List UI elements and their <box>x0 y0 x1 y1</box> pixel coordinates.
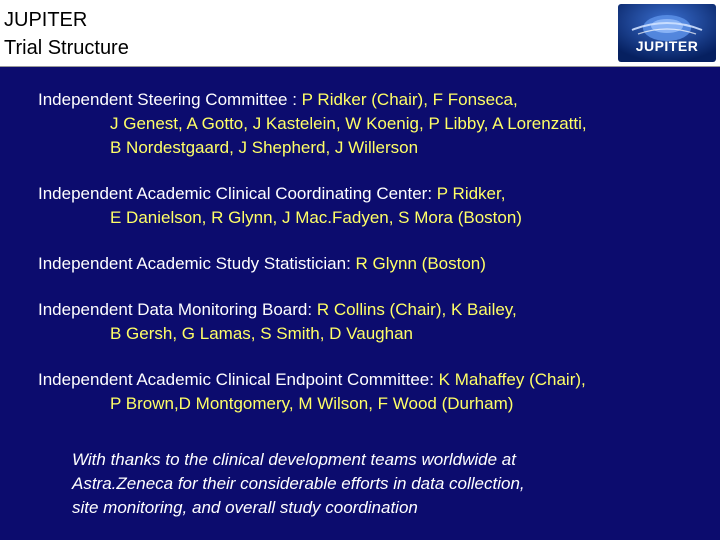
entry-line <box>38 298 714 322</box>
acknowledgement-line: site monitoring, and overall study coordination <box>72 498 418 517</box>
entry-names: P Ridker (Chair), F Fonseca, <box>301 90 518 109</box>
entry-line <box>38 252 714 276</box>
entry-label: Independent Academic Study Statistician: <box>38 254 356 273</box>
entry-names-continued: B Gersh, G Lamas, S Smith, D Vaughan <box>110 324 413 343</box>
title-line-2: Trial Structure <box>4 37 129 59</box>
entry-names: R Glynn (Boston) <box>355 254 486 273</box>
acknowledgement <box>72 448 672 520</box>
title-line-1: JUPITER <box>4 9 88 31</box>
slide-header <box>0 0 720 67</box>
entry-label: Independent Academic Clinical Endpoint Committee: <box>38 370 439 389</box>
entry-label: Independent Academic Clinical Coordinating Center: <box>38 184 437 203</box>
entry-names-continued: E Danielson, R Glynn, J Mac.Fadyen, S Mora (Boston) <box>110 208 522 227</box>
acknowledgement-line: Astra.Zeneca for their considerable efforts in data collection, <box>72 474 525 493</box>
entry-names: P Ridker, <box>436 184 506 203</box>
entry-line <box>38 182 714 206</box>
entry-names-continued: B Nordestgaard, J Shepherd, J Willerson <box>110 138 419 157</box>
entry-steering-committee <box>38 88 714 160</box>
jupiter-logo <box>618 4 716 62</box>
entry-study-statistician <box>38 252 714 276</box>
entry-coordinating-center <box>38 182 714 230</box>
entry-endpoint-committee <box>38 368 714 416</box>
entry-names-continued: J Genest, A Gotto, J Kastelein, W Koenig, P Libby, A Lorenzatti, <box>110 114 587 133</box>
entry-label: Independent Steering Committee : <box>38 90 302 109</box>
entry-names-continued: P Brown,D Montgomery, M Wilson, F Wood (Durham) <box>110 394 514 413</box>
entry-names: K Mahaffey (Chair), <box>438 370 586 389</box>
entry-line <box>38 368 714 392</box>
entry-label: Independent Data Monitoring Board: <box>38 300 317 319</box>
committee-list <box>38 88 714 438</box>
acknowledgement-line: With thanks to the clinical development teams worldwide at <box>72 450 516 469</box>
entry-line <box>38 88 714 112</box>
logo-text: JUPITER <box>635 38 699 54</box>
slide-title <box>4 6 129 62</box>
entry-data-monitoring-board <box>38 298 714 346</box>
entry-names: R Collins (Chair), K Bailey, <box>316 300 517 319</box>
